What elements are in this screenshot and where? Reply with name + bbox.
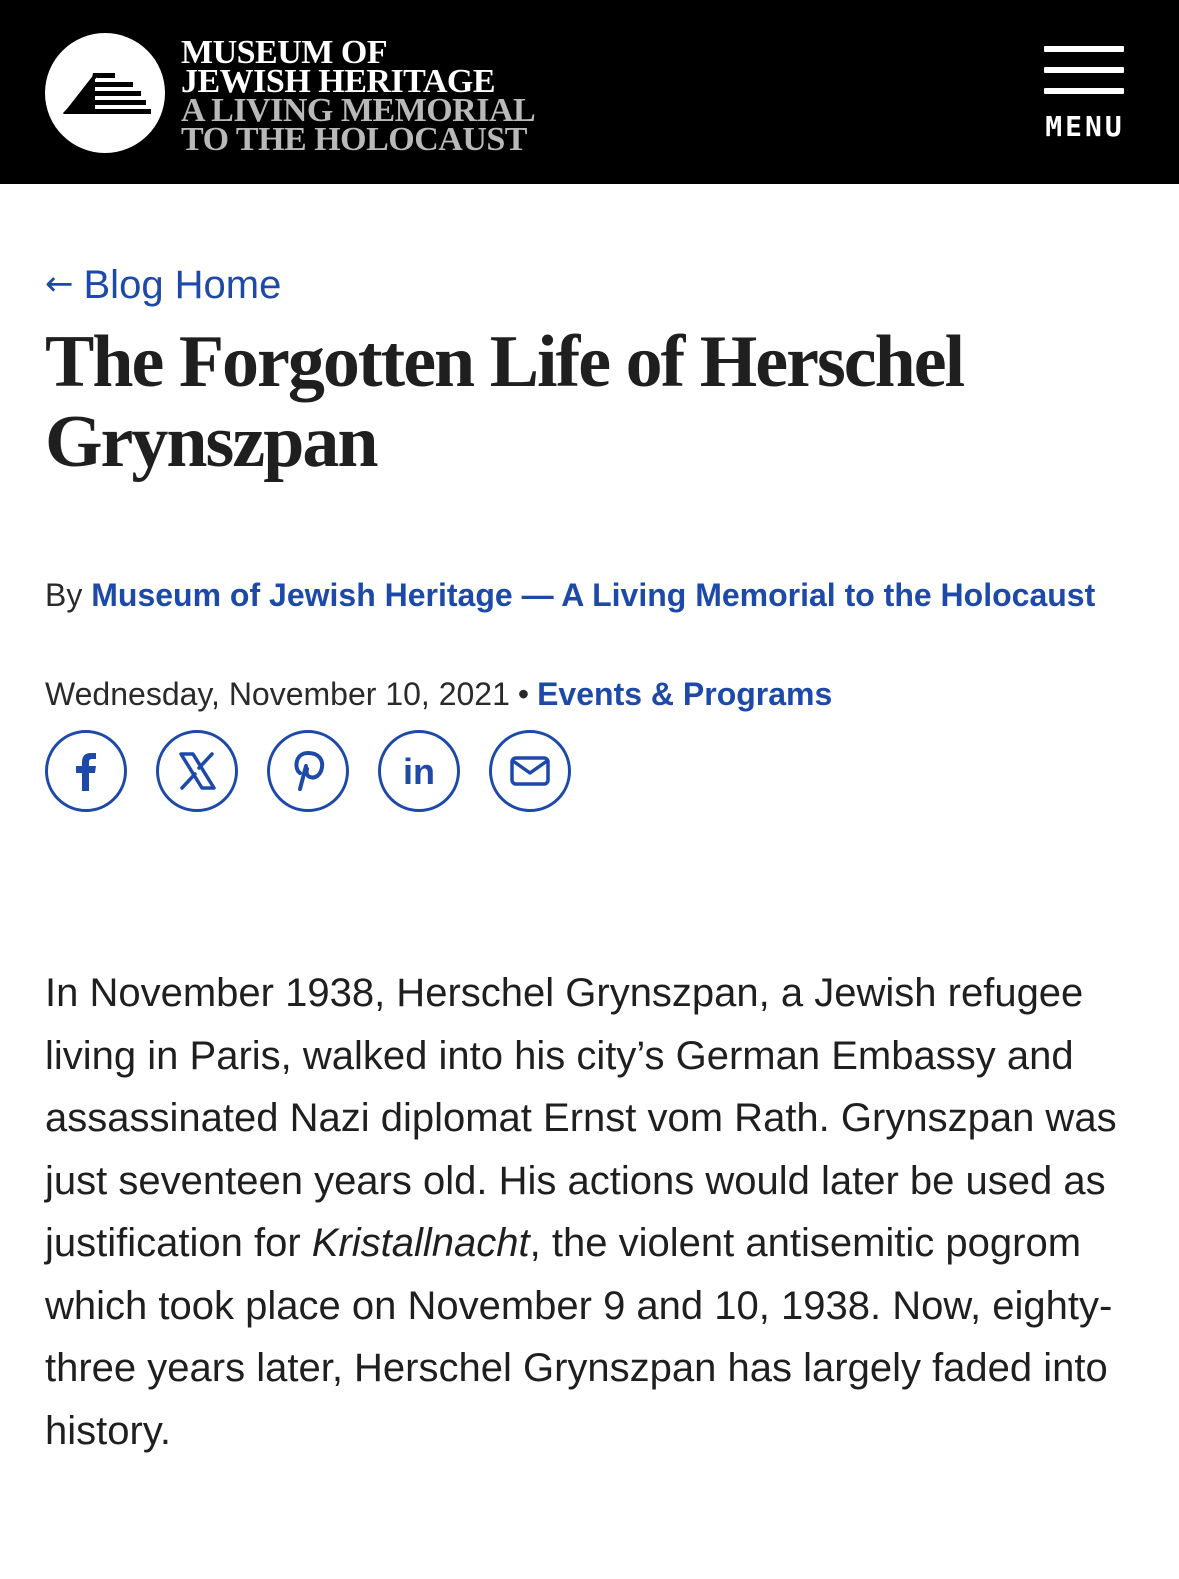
wordmark-line-1: MUSEUM OF — [181, 34, 388, 71]
paragraph-text-end: , the violent antisemitic pogrom which took place on November 9 and 10, 1938. Now, eighty-three years later, Herschel Grynszpan has largely faded into history. — [45, 1221, 1113, 1453]
museum-logo[interactable] — [45, 33, 165, 153]
share-linkedin-button[interactable] — [378, 730, 460, 812]
pinterest-icon — [270, 733, 346, 809]
linkedin-icon — [381, 733, 457, 809]
category-link[interactable]: Events & Programs — [537, 676, 833, 712]
arrow-left-icon: ← — [45, 264, 74, 304]
menu-label: MENU — [1045, 110, 1125, 143]
page-title: The Forgotten Life of Herschel Grynszpan — [45, 321, 964, 483]
linkedin-icon-text: in — [403, 751, 435, 792]
x-icon — [159, 733, 235, 809]
hamburger-icon-bar-bottom — [1044, 88, 1124, 94]
site-header — [0, 0, 1179, 184]
museum-wordmark[interactable] — [181, 34, 536, 158]
share-pinterest-button[interactable] — [267, 730, 349, 812]
paragraph-text-start: In November 1938, Herschel Grynszpan, a Jewish refugee living in Paris, walked into his city’s German Embassy and assassinated Nazi diplomat Ernst vom Rath. Grynszpan was just seventeen years old. His actions would later be used as justification for — [45, 971, 1117, 1265]
wordmark-line-2: JEWISH HERITAGE — [181, 63, 496, 100]
hamburger-icon-bar-top — [1044, 46, 1124, 52]
pyramid-logo-icon — [45, 33, 165, 153]
hamburger-icon-bar-middle — [1044, 67, 1124, 73]
article-paragraph — [45, 962, 1135, 1462]
facebook-icon — [48, 733, 124, 809]
blog-home-link[interactable] — [45, 263, 281, 308]
share-x-button[interactable] — [156, 730, 238, 812]
kristallnacht-term: Kristallnacht — [311, 1221, 530, 1265]
wordmark-line-4: TO THE HOLOCAUST — [181, 121, 527, 158]
byline-prefix: By — [45, 577, 83, 613]
blog-home-label: Blog Home — [83, 263, 282, 307]
menu-button[interactable] — [1040, 46, 1130, 146]
email-icon — [492, 733, 568, 809]
meta-separator: • — [517, 676, 530, 712]
wordmark-line-3: A LIVING MEMORIAL — [181, 92, 536, 129]
share-facebook-button[interactable] — [45, 730, 127, 812]
author-link[interactable]: Museum of Jewish Heritage — A Living Memorial to the Holocaust — [91, 577, 1096, 613]
post-date: Wednesday, November 10, 2021 — [45, 676, 510, 712]
post-meta — [45, 676, 832, 713]
share-email-button[interactable] — [489, 730, 571, 812]
byline — [45, 572, 1105, 619]
